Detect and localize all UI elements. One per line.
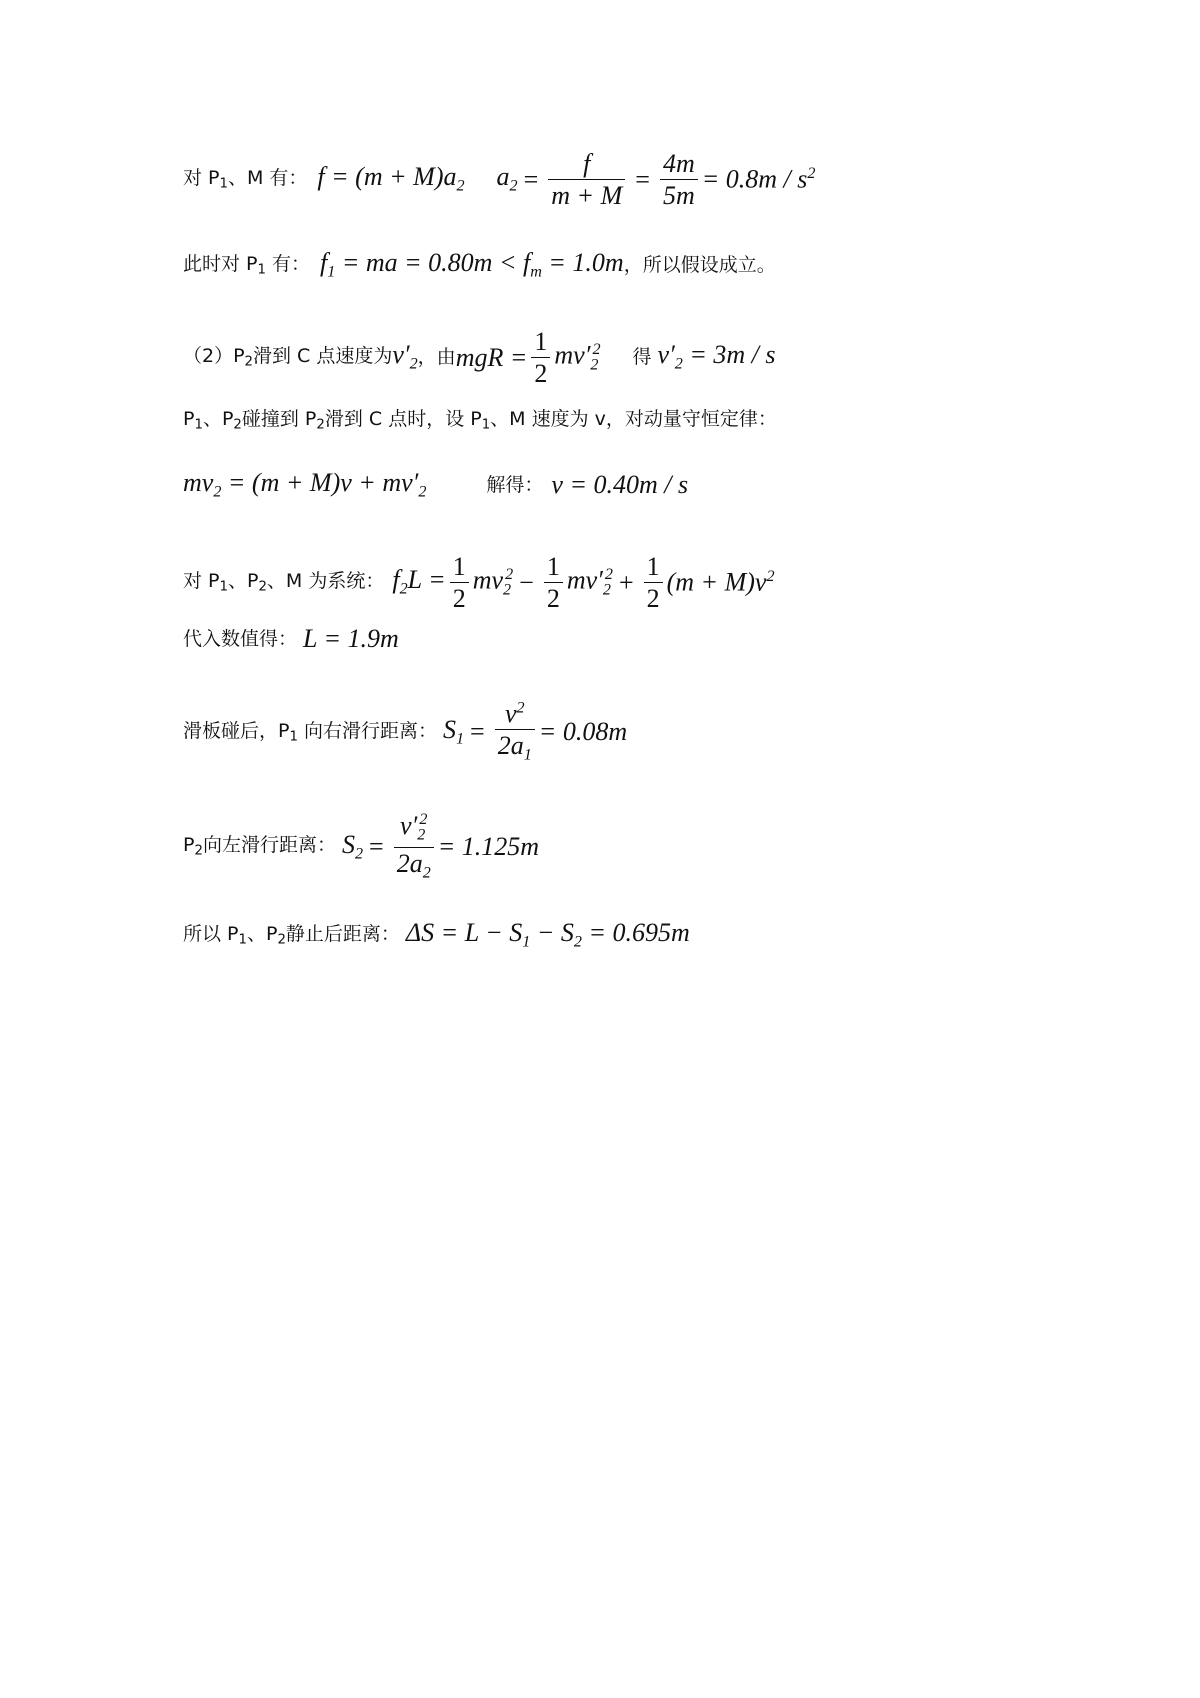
formula: v′ (392, 340, 410, 370)
formula: L = 1.9m (303, 624, 399, 653)
text-line-4: P1、P2碰撞到 P2滑到 C 点时，设 P1、M 速度为 v，对动量守恒定律： (183, 408, 777, 433)
formula: = 0.08m (538, 717, 628, 747)
fraction: $\frac{1}{2}$ (544, 553, 563, 613)
text: 得 (632, 346, 652, 369)
formula: = 0.8m / s (701, 165, 808, 195)
formula: v = 0.40m / s (551, 470, 689, 500)
text: （2）P (183, 344, 245, 367)
formula: f (320, 248, 328, 277)
fraction: $\frac{1}{2}$ (644, 553, 663, 613)
fraction: $\frac{v'_2^2}{2a_2}$ (394, 812, 434, 882)
formula: = (m + M)v + mv′ (221, 468, 419, 497)
formula: v′ (657, 340, 675, 370)
text: 解得： (486, 473, 544, 496)
text: 此时对 P (183, 252, 258, 275)
fraction: $\frac{1}{2}$ (450, 553, 469, 613)
equation-line-1: 对 P1、M 有： $f = (m + M)a_2$ $a_2$ = $\frac{f}{m + M}$ = $\frac{4m}{5m}$ = $0.8m / s^2$ (183, 149, 816, 211)
equation-line-6: 对 P1、P2、M 为系统： $f_2L$ = $\frac{1}{2}$ $mv_2^2$ − $\frac{1}{2}$ $mv'_2^2$ + $\frac{1}{2}$ $(m + M)v^2$ (183, 552, 775, 614)
equation-line-2: 此时对 P1 有： $f_1$ = ma = $0.80m < f_m = 1.0m$ ，所以假设成立。 (183, 248, 776, 281)
equation-line-3: （2）P2滑到 C 点速度为 $v'_2$ ，由 mgR = $\frac{1}{2}$ $mv'_2^2$ 得 $v'_2 = 3m / s$ (183, 327, 776, 389)
formula: = 3m / s (682, 340, 776, 370)
text: 代入数值得： (183, 627, 298, 650)
equation-line-10: 所以 P1、P2静止后距离： $\Delta S = L - S_1 - S_2 = 0.695m$ (183, 918, 690, 951)
fraction: $\frac{1}{2}$ (531, 328, 550, 388)
text: ，由 (417, 346, 456, 369)
superscript: 2 (807, 165, 816, 183)
fraction: $\frac{4m}{5m}$ (660, 150, 698, 210)
formula: mgR = (455, 342, 528, 372)
formula: f = (m + M)a (317, 162, 457, 192)
text: 对 P (183, 166, 220, 189)
equation-line-8: 滑板碰后，P1 向右滑行距离： $S_1$ = $\frac{v^2}{2a_1}$ = 0.08m (183, 699, 628, 764)
subscript: 2 (509, 178, 518, 196)
text: 、M 有： (227, 166, 308, 189)
fraction: $\frac{v^2}{2a_1}$ (495, 700, 535, 765)
subscript: 1 (219, 176, 228, 192)
equation-line-5: $mv_2 = (m + M)v + mv'_2$ 解得： v = 0.40m / s (183, 468, 689, 501)
text: ，所以假设成立。 (623, 253, 776, 276)
subscript: 2 (456, 178, 465, 196)
equation-line-9: P2向左滑行距离： $S_2$ = $\frac{v'_2^2}{2a_2}$ = 1.125m (183, 811, 540, 882)
formula: a (496, 162, 510, 192)
formula: = 1.0m (541, 248, 624, 277)
subscript: 1 (257, 261, 266, 277)
equation-line-7 (183, 626, 399, 652)
text: 有： (265, 252, 311, 275)
formula: mv′ (554, 340, 591, 370)
fraction: $\frac{f}{m + M}$ (548, 150, 625, 210)
text: 滑到 C 点速度为 (253, 344, 393, 367)
formula: = 1.125m (437, 832, 540, 862)
formula: = ma = 0.80m < f (335, 248, 531, 277)
formula: mv (183, 468, 214, 497)
